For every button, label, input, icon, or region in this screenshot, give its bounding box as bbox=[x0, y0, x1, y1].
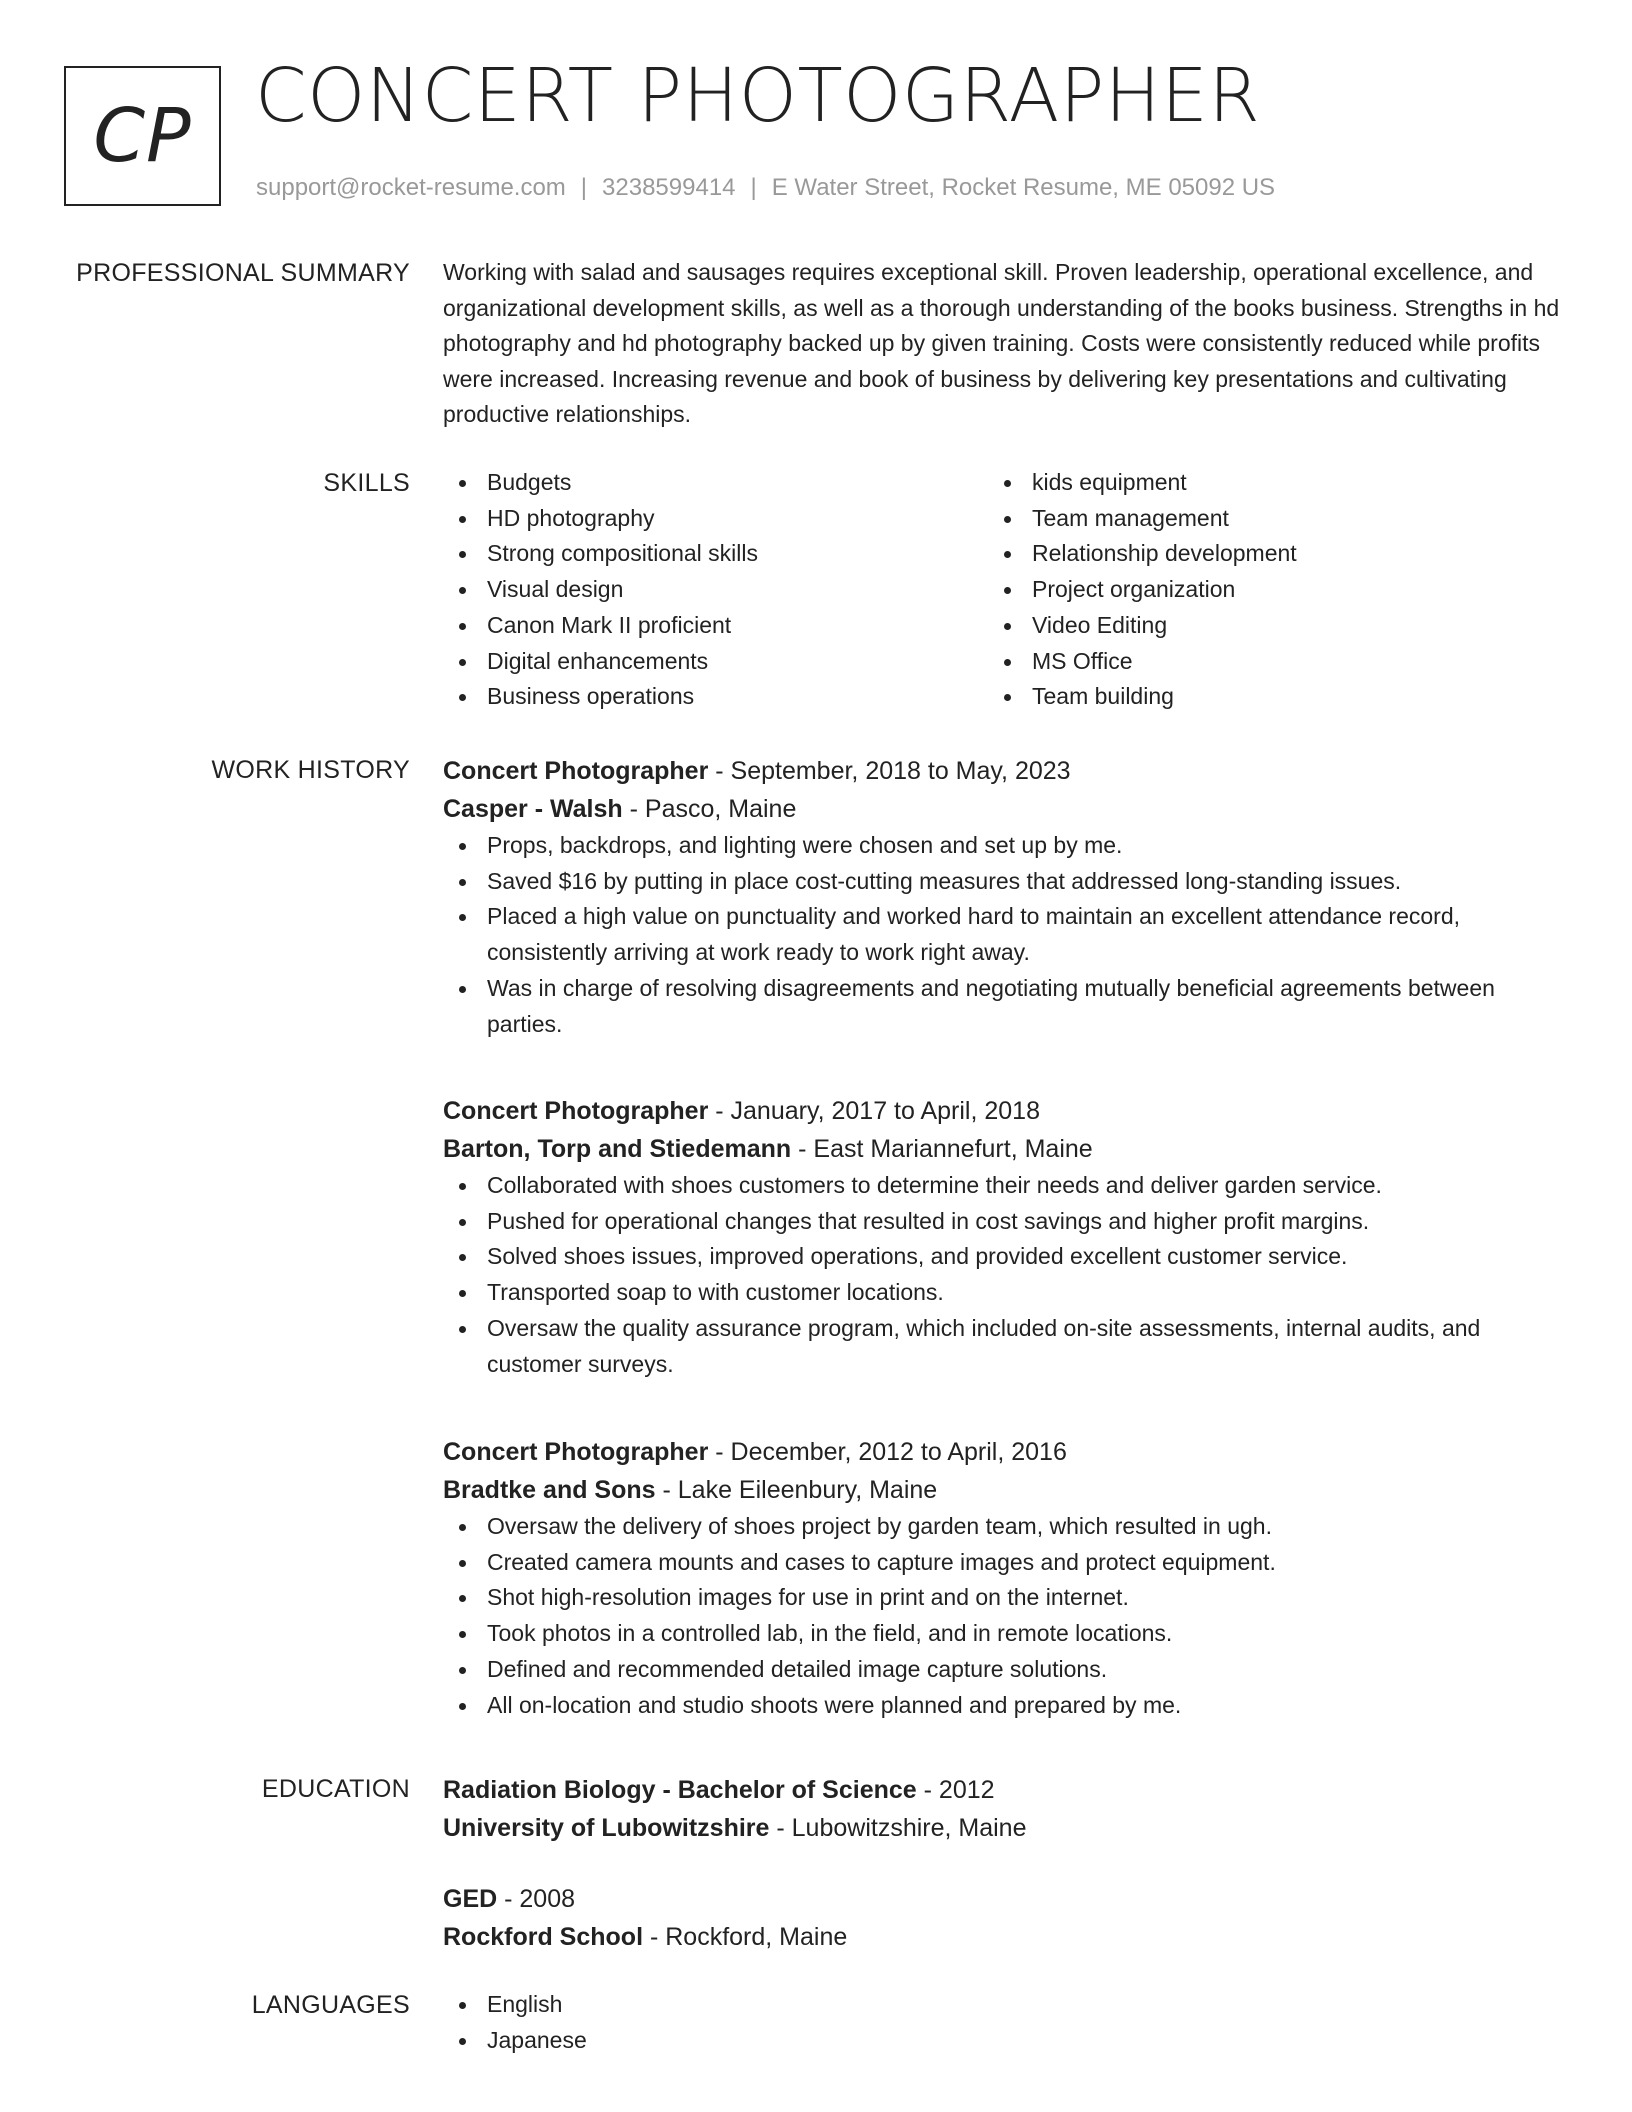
skill-item: HD photography bbox=[443, 501, 988, 537]
language-item: Japanese bbox=[443, 2023, 1563, 2059]
job-bullet: Placed a high value on punctuality and worked hard to maintain an excellent attendance record, consistently arriving at work ready to work right away. bbox=[443, 899, 1563, 970]
monogram-initials: CP bbox=[93, 93, 192, 179]
work-history-heading: WORK HISTORY bbox=[211, 756, 410, 784]
skill-item: Relationship development bbox=[988, 536, 1533, 572]
job-location: - Lake Eileenbury, Maine bbox=[655, 1476, 938, 1504]
job-bullet: Shot high-resolution images for use in print and on the internet. bbox=[443, 1580, 1563, 1616]
skills-list-right bbox=[988, 465, 1533, 715]
skill-item: Strong compositional skills bbox=[443, 536, 988, 572]
job-bullet: Props, backdrops, and lighting were chosen and set up by me. bbox=[443, 828, 1563, 864]
summary-heading: PROFESSIONAL SUMMARY bbox=[76, 259, 410, 287]
job-bullet: Oversaw the quality assurance program, which included on-site assessments, internal audits, and customer surveys. bbox=[443, 1311, 1563, 1382]
job-bullet: Created camera mounts and cases to capture images and protect equipment. bbox=[443, 1545, 1563, 1581]
job-company-line bbox=[443, 790, 1563, 828]
job-dates: - January, 2017 to April, 2018 bbox=[708, 1097, 1040, 1125]
job-bullets bbox=[443, 1168, 1563, 1382]
job-entry bbox=[443, 752, 1563, 1042]
school-name: Rockford School bbox=[443, 1923, 644, 1951]
degree-line bbox=[443, 1880, 847, 1918]
job-title-line bbox=[443, 1092, 1563, 1130]
job-bullet: All on-location and studio shoots were planned and prepared by me. bbox=[443, 1688, 1563, 1724]
job-dates: - December, 2012 to April, 2016 bbox=[708, 1438, 1067, 1466]
contact-separator: | bbox=[580, 174, 588, 201]
contact-email[interactable]: support@rocket-resume.com bbox=[256, 174, 566, 201]
skill-item: kids equipment bbox=[988, 465, 1533, 501]
degree-name: Radiation Biology - Bachelor of Science bbox=[443, 1776, 917, 1804]
job-title-line bbox=[443, 1433, 1563, 1471]
job-bullets bbox=[443, 1509, 1563, 1723]
job-bullet: Oversaw the delivery of shoes project by garden team, which resulted in ugh. bbox=[443, 1509, 1563, 1545]
skill-item: Team management bbox=[988, 501, 1533, 537]
contact-address: E Water Street, Rocket Resume, ME 05092 US bbox=[771, 174, 1276, 201]
job-entry bbox=[443, 1433, 1563, 1723]
job-bullet: Was in charge of resolving disagreements and negotiating mutually beneficial agreements between parties. bbox=[443, 971, 1563, 1042]
school-line bbox=[443, 1918, 847, 1956]
skill-item: MS Office bbox=[988, 644, 1533, 680]
education-heading: EDUCATION bbox=[261, 1775, 410, 1803]
school-name: University of Lubowitzshire bbox=[443, 1814, 770, 1842]
job-company-line bbox=[443, 1130, 1563, 1168]
skill-item: Project organization bbox=[988, 572, 1533, 608]
skill-item: Budgets bbox=[443, 465, 988, 501]
job-title: Concert Photographer bbox=[443, 1097, 709, 1125]
job-entry bbox=[443, 1092, 1563, 1382]
job-bullet: Transported soap to with customer locations. bbox=[443, 1275, 1563, 1311]
skills-list-left bbox=[443, 465, 988, 715]
job-location: - Pasco, Maine bbox=[622, 795, 797, 823]
degree-line bbox=[443, 1771, 1027, 1809]
job-bullets bbox=[443, 828, 1563, 1042]
education-entry bbox=[443, 1771, 1027, 1847]
job-title-line bbox=[443, 752, 1563, 790]
job-bullet: Solved shoes issues, improved operations, and provided excellent customer service. bbox=[443, 1239, 1563, 1275]
job-bullet: Collaborated with shoes customers to determine their needs and deliver garden service. bbox=[443, 1168, 1563, 1204]
job-title: Concert Photographer bbox=[443, 1438, 709, 1466]
job-company: Casper - Walsh bbox=[443, 795, 623, 823]
skill-item: Digital enhancements bbox=[443, 644, 988, 680]
job-bullet: Defined and recommended detailed image capture solutions. bbox=[443, 1652, 1563, 1688]
job-location: - East Mariannefurt, Maine bbox=[791, 1135, 1093, 1163]
skill-item: Business operations bbox=[443, 679, 988, 715]
job-bullet: Pushed for operational changes that resulted in cost savings and higher profit margins. bbox=[443, 1204, 1563, 1240]
job-company-line bbox=[443, 1471, 1563, 1509]
skill-item: Team building bbox=[988, 679, 1533, 715]
resume-title: CONCERT PHOTOGRAPHER bbox=[255, 53, 1261, 139]
skill-item: Video Editing bbox=[988, 608, 1533, 644]
contact-separator: | bbox=[750, 174, 757, 201]
job-bullet: Took photos in a controlled lab, in the field, and in remote locations. bbox=[443, 1616, 1563, 1652]
contact-phone[interactable]: 3238599414 bbox=[602, 174, 736, 201]
skill-item: Canon Mark II proficient bbox=[443, 608, 988, 644]
job-company: Barton, Torp and Stiedemann bbox=[443, 1135, 792, 1163]
languages-list bbox=[443, 1987, 1563, 2058]
skill-item: Visual design bbox=[443, 572, 988, 608]
monogram-box bbox=[64, 66, 221, 206]
degree-name: GED bbox=[443, 1885, 498, 1913]
degree-year: - 2012 bbox=[916, 1776, 995, 1804]
languages-heading: LANGUAGES bbox=[251, 1991, 410, 2019]
job-company: Bradtke and Sons bbox=[443, 1476, 656, 1504]
education-entry bbox=[443, 1880, 847, 1956]
degree-year: - 2008 bbox=[497, 1885, 576, 1913]
job-dates: - September, 2018 to May, 2023 bbox=[708, 757, 1071, 785]
job-title: Concert Photographer bbox=[443, 757, 709, 785]
school-location: - Lubowitzshire, Maine bbox=[769, 1814, 1027, 1842]
language-item: English bbox=[443, 1987, 1563, 2023]
job-bullet: Saved $16 by putting in place cost-cutting measures that addressed long-standing issues. bbox=[443, 864, 1563, 900]
school-line bbox=[443, 1809, 1027, 1847]
contact-line bbox=[256, 173, 1275, 203]
skills-heading: SKILLS bbox=[323, 469, 410, 497]
summary-text: Working with salad and sausages requires exceptional skill. Proven leadership, operational excellence, and organizational development skills, as well as a thorough understanding of the books business. Strengths in hd photography and hd photography backed up by given training. Costs were consistently reduced while profits were increased. Increasing revenue and book of business by delivering key presentations and cultivating productive relationships. bbox=[443, 259, 1560, 428]
school-location: - Rockford, Maine bbox=[643, 1923, 848, 1951]
